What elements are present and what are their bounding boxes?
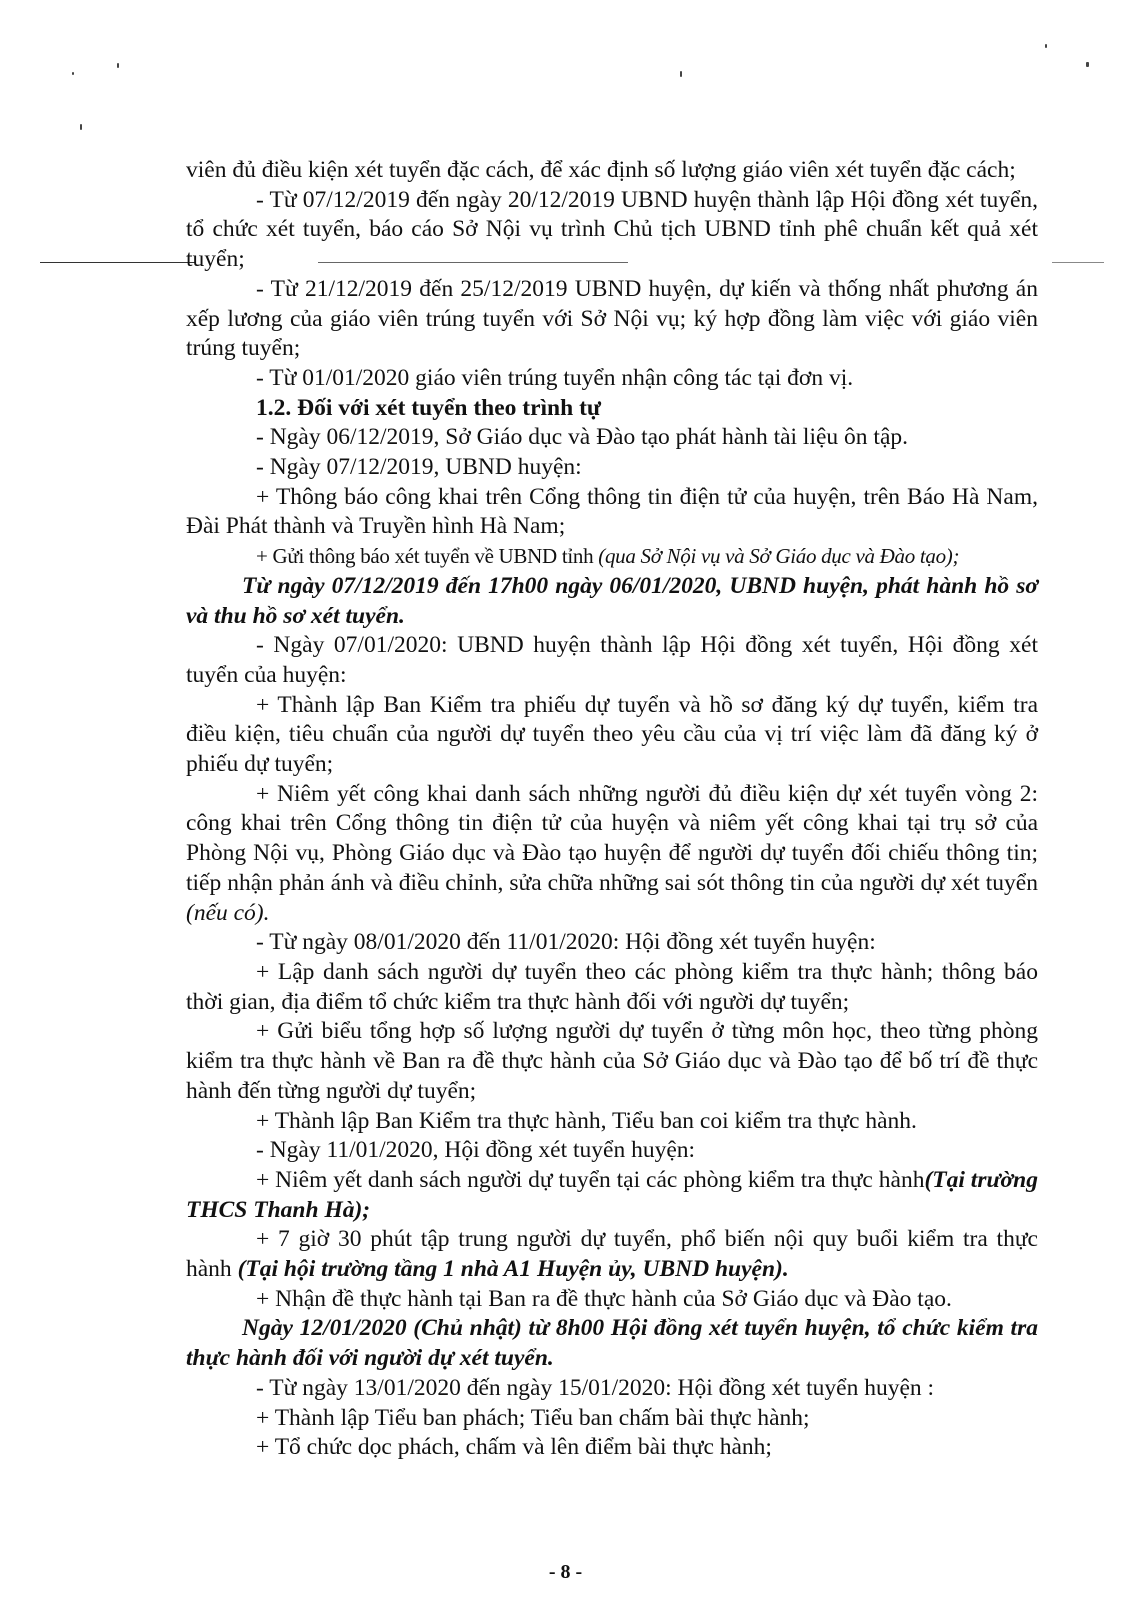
paragraph: viên đủ điều kiện xét tuyển đặc cách, để xác định số lượng giáo viên xét tuyển đặc cách; bbox=[186, 157, 1016, 183]
scan-speck bbox=[1086, 62, 1089, 67]
paragraph: - Ngày 07/01/2020: UBND huyện thành lập Hội đồng xét tuyển, Hội đồng xét tuyển của huyện: bbox=[186, 632, 1038, 688]
scan-line-left bbox=[40, 262, 195, 263]
emphasis-paragraph: Từ ngày 07/12/2019 đến 17h00 ngày 06/01/2020, UBND huyện, phát hành hồ sơ và thu hồ sơ xét tuyển. bbox=[186, 572, 1038, 629]
paragraph: + 7 giờ 30 phút tập trung người dự tuyển, phổ biến nội quy buổi kiểm tra thực hành (Tại hội trường tầng 1 nhà A1 Huyện ủy, UBND huyện). bbox=[186, 1226, 1038, 1283]
paragraph: + Niêm yết công khai danh sách những người đủ điều kiện dự xét tuyển vòng 2: công khai trên Cổng thông tin điện tử của huyện và niêm yết công khai tại trụ sở của Phòng Nội vụ, Phòng Giáo dục và Đào tạo huyện để người dự tuyển đối chiếu thông tin; tiếp nhận phản ánh và điều chỉnh, sửa chữa những sai sót thông tin của người dự xét tuyển (nếu có). bbox=[186, 780, 1038, 926]
section-heading: 1.2. Đối với xét tuyển theo trình tự bbox=[256, 394, 601, 421]
paragraph: + Tổ chức dọc phách, chấm và lên điểm bài thực hành; bbox=[256, 1434, 772, 1461]
paragraph: - Từ 01/01/2020 giáo viên trúng tuyển nhận công tác tại đơn vị. bbox=[256, 364, 854, 391]
paragraph: - Ngày 11/01/2020, Hội đồng xét tuyển huyện: bbox=[256, 1137, 696, 1164]
scan-speck bbox=[80, 124, 82, 130]
paragraph: - Từ ngày 08/01/2020 đến 11/01/2020: Hội đồng xét tuyển huyện: bbox=[256, 929, 876, 956]
page-number: - 8 - bbox=[548, 1561, 583, 1583]
paragraph: + Gửi thông báo xét tuyển về UBND tỉnh (qua Sở Nội vụ và Sở Giáo dục và Đào tạo); bbox=[256, 544, 960, 569]
paragraph: + Thành lập Tiểu ban phách; Tiểu ban chấm bài thực hành; bbox=[256, 1404, 810, 1431]
paragraph: + Gửi biểu tổng hợp số lượng người dự tuyển ở từng môn học, theo từng phòng kiểm tra thực hành về Ban ra đề thực hành của Sở Giáo dục và Đào tạo để bố trí đề thực hành đến từng người dự tuyển; bbox=[186, 1018, 1038, 1104]
paragraph: - Từ ngày 13/01/2020 đến ngày 15/01/2020: Hội đồng xét tuyển huyện : bbox=[256, 1374, 935, 1401]
scan-speck bbox=[72, 72, 74, 75]
scan-line-far-right bbox=[1052, 262, 1104, 263]
scan-speck bbox=[117, 63, 119, 68]
paragraph: - Từ 07/12/2019 đến ngày 20/12/2019 UBND huyện thành lập Hội đồng xét tuyển, tổ chức xét tuyển, báo cáo Sở Nội vụ trình Chủ tịch UBND tỉnh phê chuẩn kết quả xét tuyển; bbox=[186, 186, 1038, 273]
paragraph: - Ngày 06/12/2019, Sở Giáo dục và Đào tạo phát hành tài liệu ôn tập. bbox=[256, 424, 909, 451]
paragraph: + Thông báo công khai trên Cổng thông tin điện tử của huyện, trên Báo Hà Nam, Đài Phát thành và Truyền hình Hà Nam; bbox=[186, 483, 1038, 540]
paragraph: + Thành lập Ban Kiểm tra phiếu dự tuyển và hồ sơ đăng ký dự tuyển, kiểm tra điều kiện, tiêu chuẩn của người dự tuyển theo yêu cầu của vị trí việc làm đã đăng ký ở phiếu dự tuyển; bbox=[186, 691, 1038, 778]
paragraph: + Lập danh sách người dự tuyển theo các phòng kiểm tra thực hành; thông báo thời gian, địa điểm tổ chức kiểm tra thực hành đối với người dự tuyển; bbox=[186, 958, 1038, 1015]
document-body bbox=[186, 156, 1038, 1463]
paragraph: + Nhận đề thực hành tại Ban ra đề thực hành của Sở Giáo dục và Đào tạo. bbox=[256, 1285, 952, 1312]
paragraph: - Ngày 07/12/2019, UBND huyện: bbox=[256, 454, 582, 481]
paragraph: - Từ 21/12/2019 đến 25/12/2019 UBND huyện, dự kiến và thống nhất phương án xếp lương của giáo viên trúng tuyển với Sở Nội vụ; ký hợp đồng làm việc với giáo viên trúng tuyển; bbox=[186, 275, 1038, 362]
scan-speck bbox=[1045, 44, 1047, 48]
paragraph: + Niêm yết danh sách người dự tuyển tại các phòng kiểm tra thực hành(Tại trường THCS Thanh Hà); bbox=[186, 1166, 1038, 1223]
paragraph: + Thành lập Ban Kiểm tra thực hành, Tiểu ban coi kiểm tra thực hành. bbox=[256, 1107, 917, 1134]
scan-speck bbox=[680, 71, 682, 77]
emphasis-paragraph: Ngày 12/01/2020 (Chủ nhật) từ 8h00 Hội đồng xét tuyển huyện, tổ chức kiểm tra thực hành đối với người dự xét tuyển. bbox=[186, 1315, 1038, 1372]
